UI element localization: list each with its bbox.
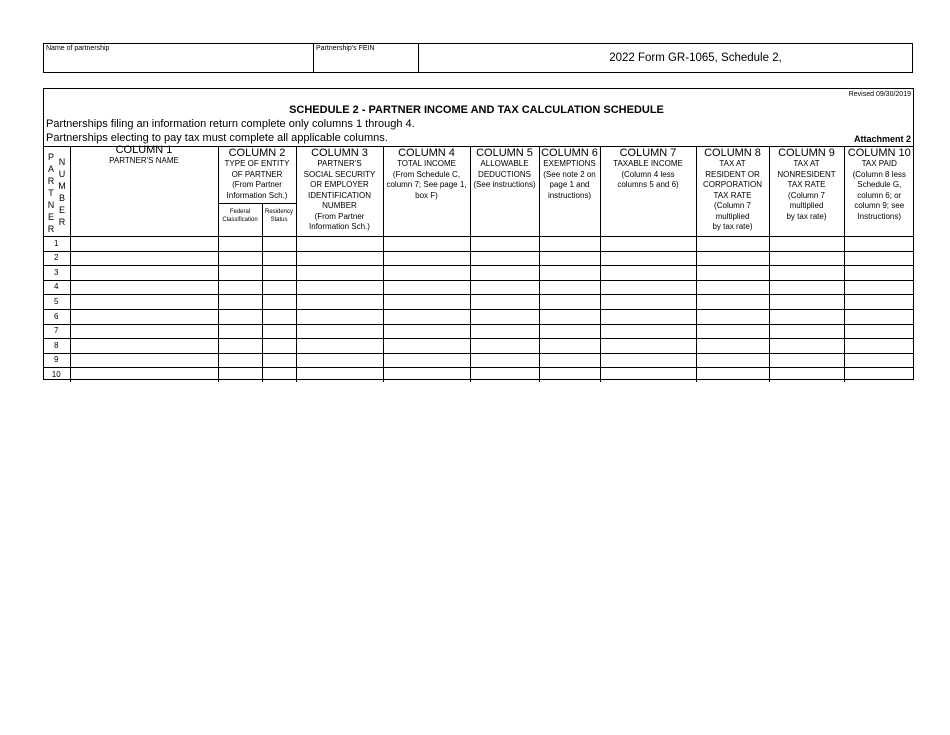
schedule-2-box (43, 88, 914, 380)
total-income-cell[interactable] (383, 353, 470, 368)
residency-status-cell[interactable] (262, 309, 296, 324)
column-5-header: COLUMN 5 ALLOWABLE DEDUCTIONS (See instructions) (470, 147, 539, 237)
partner-name-cell[interactable] (70, 339, 218, 354)
column-header-row (43, 147, 914, 204)
row-number: 1 (43, 237, 70, 252)
nonresident-tax-cell[interactable] (769, 353, 844, 368)
federal-classification-cell[interactable] (218, 280, 262, 295)
instruction-line-2: Partnerships electing to pay tax must complete all applicable columns. (46, 132, 388, 144)
residency-status-cell[interactable] (262, 368, 296, 382)
partner-number-header (43, 147, 70, 237)
attachment-label: Attachment 2 (853, 134, 911, 144)
partnership-fein-field[interactable] (314, 44, 419, 72)
table-row (43, 309, 914, 324)
tax-paid-cell[interactable] (844, 266, 914, 281)
federal-classification-header: Federal Classification (218, 204, 262, 237)
instruction-line-1: Partnerships filing an information return complete only columns 1 through 4. (46, 118, 415, 130)
ssn-ein-cell[interactable] (296, 353, 383, 368)
total-income-cell[interactable] (383, 266, 470, 281)
form-identifier (419, 44, 912, 72)
partnership-name-label: Name of partnership (46, 45, 110, 52)
deductions-cell[interactable] (470, 251, 539, 266)
ssn-ein-cell[interactable] (296, 280, 383, 295)
resident-tax-cell[interactable] (696, 251, 769, 266)
partnership-fein-label: Partnership's FEIN (316, 45, 375, 52)
taxable-income-cell[interactable] (600, 280, 696, 295)
row-number: 7 (43, 324, 70, 339)
partner-income-table (43, 146, 914, 382)
resident-tax-cell[interactable] (696, 368, 769, 382)
exemptions-cell[interactable] (539, 280, 600, 295)
row-number: 6 (43, 309, 70, 324)
nonresident-tax-cell[interactable] (769, 251, 844, 266)
schedule-title: SCHEDULE 2 - PARTNER INCOME AND TAX CALCULATION SCHEDULE (289, 104, 664, 116)
partner-name-cell[interactable] (70, 237, 218, 252)
column-7-header: COLUMN 7 TAXABLE INCOME (Column 4 less columns 5 and 6) (600, 147, 696, 237)
tax-paid-cell[interactable] (844, 353, 914, 368)
ssn-ein-cell[interactable] (296, 251, 383, 266)
row-number: 2 (43, 251, 70, 266)
ssn-ein-cell[interactable] (296, 295, 383, 310)
deductions-cell[interactable] (470, 324, 539, 339)
taxable-income-cell[interactable] (600, 251, 696, 266)
row-number: 4 (43, 280, 70, 295)
federal-classification-cell[interactable] (218, 251, 262, 266)
taxable-income-cell[interactable] (600, 339, 696, 354)
table-row (43, 295, 914, 310)
total-income-cell[interactable] (383, 309, 470, 324)
ssn-ein-cell[interactable] (296, 266, 383, 281)
residency-status-cell[interactable] (262, 339, 296, 354)
nonresident-tax-cell[interactable] (769, 295, 844, 310)
federal-classification-cell[interactable] (218, 237, 262, 252)
total-income-cell[interactable] (383, 324, 470, 339)
deductions-cell[interactable] (470, 353, 539, 368)
residency-status-cell[interactable] (262, 251, 296, 266)
total-income-cell[interactable] (383, 368, 470, 382)
partner-name-cell[interactable] (70, 309, 218, 324)
column-6-header: COLUMN 6 EXEMPTIONS (See note 2 on page 1 and instructions) (539, 147, 600, 237)
deductions-cell[interactable] (470, 266, 539, 281)
column-3-header: COLUMN 3 PARTNER'S SOCIAL SECURITY OR EMPLOYER IDENTIFICATION NUMBER (From Partner Information Sch.) (296, 147, 383, 237)
resident-tax-cell[interactable] (696, 280, 769, 295)
nonresident-tax-cell[interactable] (769, 339, 844, 354)
federal-classification-cell[interactable] (218, 295, 262, 310)
residency-status-cell[interactable] (262, 280, 296, 295)
table-row (43, 353, 914, 368)
partner-name-cell[interactable] (70, 368, 218, 382)
deductions-cell[interactable] (470, 280, 539, 295)
column-9-header: COLUMN 9 TAX AT NONRESIDENT TAX RATE (Column 7 multiplied by tax rate) (769, 147, 844, 237)
partner-name-cell[interactable] (70, 280, 218, 295)
nonresident-tax-cell[interactable] (769, 368, 844, 382)
column-8-header: COLUMN 8 TAX AT RESIDENT OR CORPORATION TAX RATE (Column 7 multiplied by tax rate) (696, 147, 769, 237)
partner-name-cell[interactable] (70, 266, 218, 281)
tax-paid-cell[interactable] (844, 237, 914, 252)
residency-status-cell[interactable] (262, 353, 296, 368)
taxable-income-cell[interactable] (600, 353, 696, 368)
number-vertical-label: N U M B E R (58, 157, 66, 227)
ssn-ein-cell[interactable] (296, 368, 383, 382)
residency-status-cell[interactable] (262, 295, 296, 310)
resident-tax-cell[interactable] (696, 339, 769, 354)
resident-tax-cell[interactable] (696, 309, 769, 324)
exemptions-cell[interactable] (539, 295, 600, 310)
exemptions-cell[interactable] (539, 353, 600, 368)
federal-classification-cell[interactable] (218, 368, 262, 382)
column-1-header: COLUMN 1 PARTNER'S NAME (70, 147, 218, 237)
taxable-income-cell[interactable] (600, 295, 696, 310)
exemptions-cell[interactable] (539, 368, 600, 382)
ssn-ein-cell[interactable] (296, 339, 383, 354)
residency-status-header: Residency Status (262, 204, 296, 237)
column-10-header: COLUMN 10 TAX PAID (Column 8 less Schedule G, column 6; or column 9; see Instructions) (844, 147, 914, 237)
row-number: 3 (43, 266, 70, 281)
federal-classification-cell[interactable] (218, 309, 262, 324)
partner-vertical-label: P A R T N E R (47, 152, 55, 234)
resident-tax-cell[interactable] (696, 353, 769, 368)
tax-paid-cell[interactable] (844, 280, 914, 295)
nonresident-tax-cell[interactable] (769, 266, 844, 281)
deductions-cell[interactable] (470, 309, 539, 324)
row-number: 5 (43, 295, 70, 310)
table-row (43, 237, 914, 252)
row-number: 10 (43, 368, 70, 382)
resident-tax-cell[interactable] (696, 324, 769, 339)
tax-paid-cell[interactable] (844, 251, 914, 266)
table-row (43, 324, 914, 339)
taxable-income-cell[interactable] (600, 368, 696, 382)
deductions-cell[interactable] (470, 237, 539, 252)
row-number: 9 (43, 353, 70, 368)
table-row (43, 368, 914, 382)
nonresident-tax-cell[interactable] (769, 309, 844, 324)
tax-paid-cell[interactable] (844, 295, 914, 310)
tax-paid-cell[interactable] (844, 368, 914, 382)
column-4-header: COLUMN 4 TOTAL INCOME (From Schedule C, column 7; See page 1, box F) (383, 147, 470, 237)
exemptions-cell[interactable] (539, 237, 600, 252)
partner-name-cell[interactable] (70, 324, 218, 339)
total-income-cell[interactable] (383, 251, 470, 266)
resident-tax-cell[interactable] (696, 295, 769, 310)
taxable-income-cell[interactable] (600, 324, 696, 339)
ssn-ein-cell[interactable] (296, 309, 383, 324)
table-row (43, 266, 914, 281)
taxable-income-cell[interactable] (600, 266, 696, 281)
exemptions-cell[interactable] (539, 251, 600, 266)
total-income-cell[interactable] (383, 295, 470, 310)
tax-paid-cell[interactable] (844, 339, 914, 354)
column-2-header: COLUMN 2 TYPE OF ENTITY OF PARTNER (From Partner Information Sch.) (218, 147, 296, 204)
nonresident-tax-cell[interactable] (769, 324, 844, 339)
total-income-cell[interactable] (383, 339, 470, 354)
residency-status-cell[interactable] (262, 237, 296, 252)
federal-classification-cell[interactable] (218, 339, 262, 354)
exemptions-cell[interactable] (539, 324, 600, 339)
nonresident-tax-cell[interactable] (769, 237, 844, 252)
deductions-cell[interactable] (470, 295, 539, 310)
taxable-income-cell[interactable] (600, 309, 696, 324)
resident-tax-cell[interactable] (696, 266, 769, 281)
tax-paid-cell[interactable] (844, 309, 914, 324)
taxable-income-cell[interactable] (600, 237, 696, 252)
partnership-header (43, 43, 913, 73)
exemptions-cell[interactable] (539, 266, 600, 281)
partner-name-cell[interactable] (70, 251, 218, 266)
total-income-cell[interactable] (383, 237, 470, 252)
federal-classification-cell[interactable] (218, 324, 262, 339)
exemptions-cell[interactable] (539, 339, 600, 354)
deductions-cell[interactable] (470, 339, 539, 354)
tax-paid-cell[interactable] (844, 324, 914, 339)
residency-status-cell[interactable] (262, 266, 296, 281)
form-title: 2022 Form GR-1065, Schedule 2, (609, 52, 782, 64)
exemptions-cell[interactable] (539, 309, 600, 324)
row-number: 8 (43, 339, 70, 354)
total-income-cell[interactable] (383, 280, 470, 295)
ssn-ein-cell[interactable] (296, 237, 383, 252)
deductions-cell[interactable] (470, 368, 539, 382)
table-row (43, 251, 914, 266)
table-row (43, 280, 914, 295)
residency-status-cell[interactable] (262, 324, 296, 339)
ssn-ein-cell[interactable] (296, 324, 383, 339)
federal-classification-cell[interactable] (218, 353, 262, 368)
revised-date: Revised 09/30/2019 (848, 91, 911, 98)
resident-tax-cell[interactable] (696, 237, 769, 252)
partner-name-cell[interactable] (70, 295, 218, 310)
federal-classification-cell[interactable] (218, 266, 262, 281)
nonresident-tax-cell[interactable] (769, 280, 844, 295)
partnership-name-field[interactable] (44, 44, 314, 72)
table-row (43, 339, 914, 354)
partner-name-cell[interactable] (70, 353, 218, 368)
